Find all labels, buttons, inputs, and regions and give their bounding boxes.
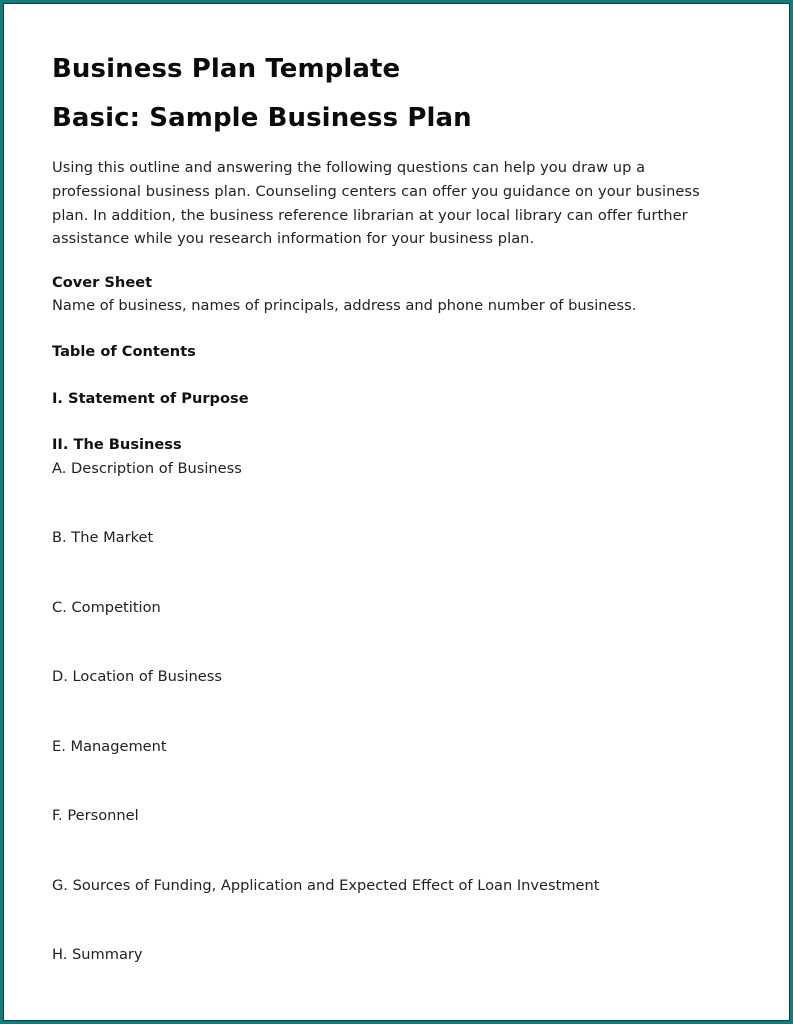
intro-line: assistance while you research information for your business plan. bbox=[52, 230, 535, 248]
document-title: Business Plan Template bbox=[52, 54, 401, 84]
intro-line: plan. In addition, the business reference librarian at your local library can offer further bbox=[52, 206, 688, 224]
statement-of-purpose-heading: I. Statement of Purpose bbox=[52, 390, 249, 407]
cover-sheet-text: Name of business, names of principals, address and phone number of business. bbox=[52, 297, 637, 314]
the-business-heading: II. The Business bbox=[52, 436, 182, 453]
business-item-competition: C. Competition bbox=[52, 599, 161, 616]
business-item-description: A. Description of Business bbox=[52, 460, 242, 477]
business-item-personnel: F. Personnel bbox=[52, 807, 139, 824]
document-subtitle: Basic: Sample Business Plan bbox=[52, 103, 472, 133]
business-item-funding: G. Sources of Funding, Application and Expected Effect of Loan Investment bbox=[52, 877, 600, 894]
business-item-location: D. Location of Business bbox=[52, 668, 222, 685]
intro-line: Using this outline and answering the following questions can help you draw up a bbox=[52, 159, 646, 176]
intro-line: professional business plan. Counseling centers can offer you guidance on your business bbox=[52, 182, 700, 200]
business-item-market: B. The Market bbox=[52, 529, 154, 546]
business-item-summary: H. Summary bbox=[52, 946, 143, 963]
cover-sheet-heading: Cover Sheet bbox=[52, 274, 153, 291]
business-item-management: E. Management bbox=[52, 738, 167, 755]
table-of-contents-heading: Table of Contents bbox=[52, 343, 196, 360]
intro-paragraph bbox=[52, 156, 752, 251]
